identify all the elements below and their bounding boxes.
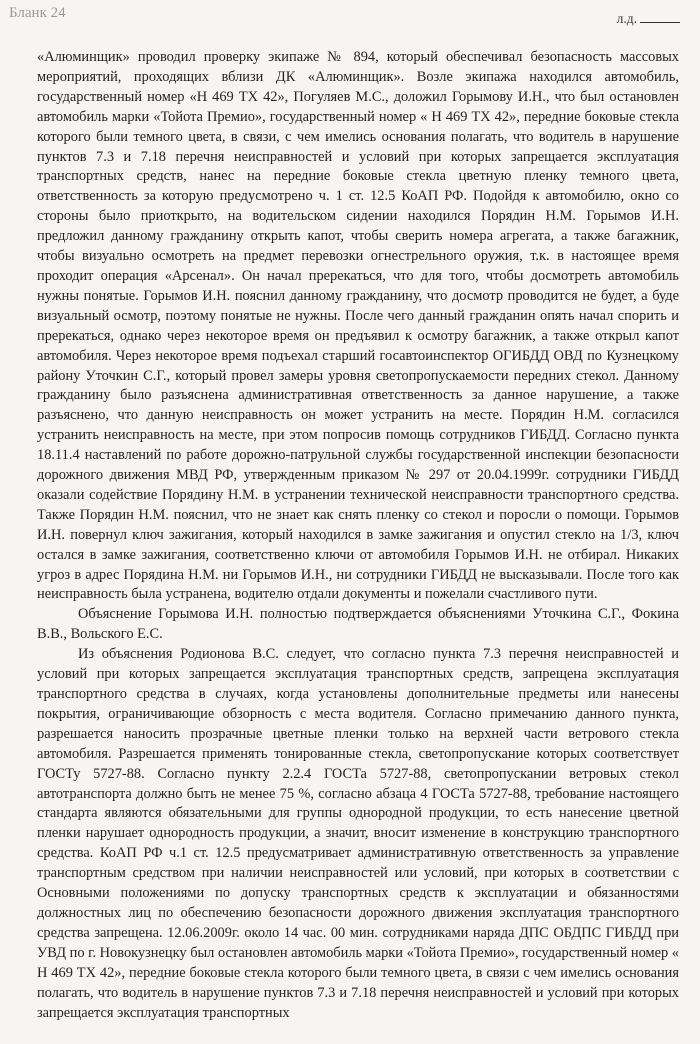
sheet-number-blank: [640, 12, 680, 23]
paragraph-1: «Алюминщик» проводил проверку экипаже № 894, который обеспечивал безопасность массовых мероприятий, проходящих вблизи ДК «Алюминщик». Возле экипажа находился автомобиль, государственный номер «Н 469 ТХ 42», Погуляев М.С., доложил Горымову И.Н., что был остановлен автомобиль марки «Тойота Премио», государственный номер « Н 469 ТХ 42», передние боковые стекла которого были темного цвета, в связи, с чем имелись основания полагать, что водитель в нарушение пунктов 7.3 и 7.18 перечня неисправностей и условий при которых запрещается эксплуатация транспортных средств, нанес на передние боковые стекла цветную пленку темного цвета, ответственность за которую предусмотрено ч. 1 ст. 12.5 КоАП РФ. Подойдя к автомобилю, окно со стороны было приоткрыто, на водительском сидении находился Порядин Н.М. Горымов И.Н. предложил данному гражданину открыть капот, чтобы сверить номера агрегата, а также багажник, чтобы визуально осмотреть на предмет перевозки огнестрельного оружия, т.к. в настоящее время проходит операция «Арсенал». Он начал пререкаться, что для того, чтобы досмотреть автомобиль нужны понятые. Горымов И.Н. пояснил данному гражданину, что досмотр проводится не будет, а буде визуальный осмотр, поэтому понятые не нужны. После чего данный гражданин опять начал спорить и пререкаться, однако через некоторое время он предъявил к осмотру багажник, а также открыл капот автомобиля. Через некоторое время подъехал старший госавтоинспектор ОГИБДД ОВД по Кузнецкому району Уточкин С.Г., который провел замеры уровня светопропускаемости передних стекол. Данному гражданину было разъяснена административная ответственность за данное нарушение, а также разъяснено, что данную неисправность он может устранить на месте. Порядин Н.М. согласился устранить неисправность на месте, при этом попросив помощь сотрудников ГИБДД. Согласно пункта 18.11.4 наставлений по работе дорожно-патрульной службы государственной инспекции безопасности дорожного движения МВД РФ, утвержденным приказом № 297 от 20.04.1999г. сотрудники ГИБДД оказали содействие Порядину Н.М. в устранении технической неисправности транспортного средства. Также Порядин Н.М. пояснил, что не знает как снять пленку со стекол и поросли о помощи. Горымов И.Н. повернул ключ зажигания, который находился в замке зажигания и опустил стекло на 1/3, ключ остался в замке зажигания, соответственно ключи от автомобиля Горымов И.Н. не отбирал. Никаких угроз в адрес Порядина Н.М. ни Горымов И.Н., ни сотрудники ГИБДД не высказывали. После того как неисправность была устранена, водителю отдали документы и пожелали счастливого пути.: [37, 49, 679, 603]
sheet-number-field: [617, 11, 680, 27]
sheet-label: л.д.: [616, 11, 637, 26]
form-number: Бланк 24: [9, 5, 66, 21]
paragraph-2: Объяснение Горымова И.Н. полностью подтверждается объяснениями Уточкина С.Г., Фокина В.В., Вольского Е.С.: [37, 606, 679, 643]
paragraph-3: Из объяснения Родионова В.С. следует, что согласно пункта 7.3 перечня неисправностей и условий при которых запрещается эксплуатация транспортных средств, запрещена эксплуатация транспортного средства в случаях, когда установлены дополнительные предметы или нанесены покрытия, ограничивающие обзорность с места водителя. Согласно примечанию данного пункта, разрешается наносить прозрачные цветные пленки только на верхней части ветрового стекла автомобиля. Разрешается применять тонированные стекла, светопропускание которых соответствует ГОСТу 5727-88. Согласно пункту 2.2.4 ГОСТа 5727-88, светопропускании ветровых стекол автотранспорта должно быть не менее 75 %, согласно абзаца 4 ГОСТа 5727-88, требование настоящего стандарта являются обязательными для группы однородной продукции, то есть нанесение цветной пленки нарушает однородность продукции, а значит, вносит изменение в конструкцию транспортного средства. КоАП РФ ч.1 ст. 12.5 предусматривает административную ответственность за управление транспортным средством при наличии неисправностей или условий, при которых в соответствии с Основными положениями по допуску транспортных средств к эксплуатации и обязанностями должностных лиц по обеспечению безопасности дорожного движения эксплуатация транспортного средства запрещена. 12.06.2009г. около 14 час. 00 мин. сотрудниками наряда ДПС ОБДПС ГИБДД при УВД по г. Новокузнецку был остановлен автомобиль марки «Тойота Премио», государственный номер « Н 469 ТХ 42», передние боковые стекла которого были темного цвета, в связи с чем имелись основания полагать, что водитель в нарушение пунктов 7.3 и 7.18 перечня неисправностей и условий при которых запрещается эксплуатация транспортных: [37, 646, 679, 1021]
document-body: [37, 48, 679, 1023]
